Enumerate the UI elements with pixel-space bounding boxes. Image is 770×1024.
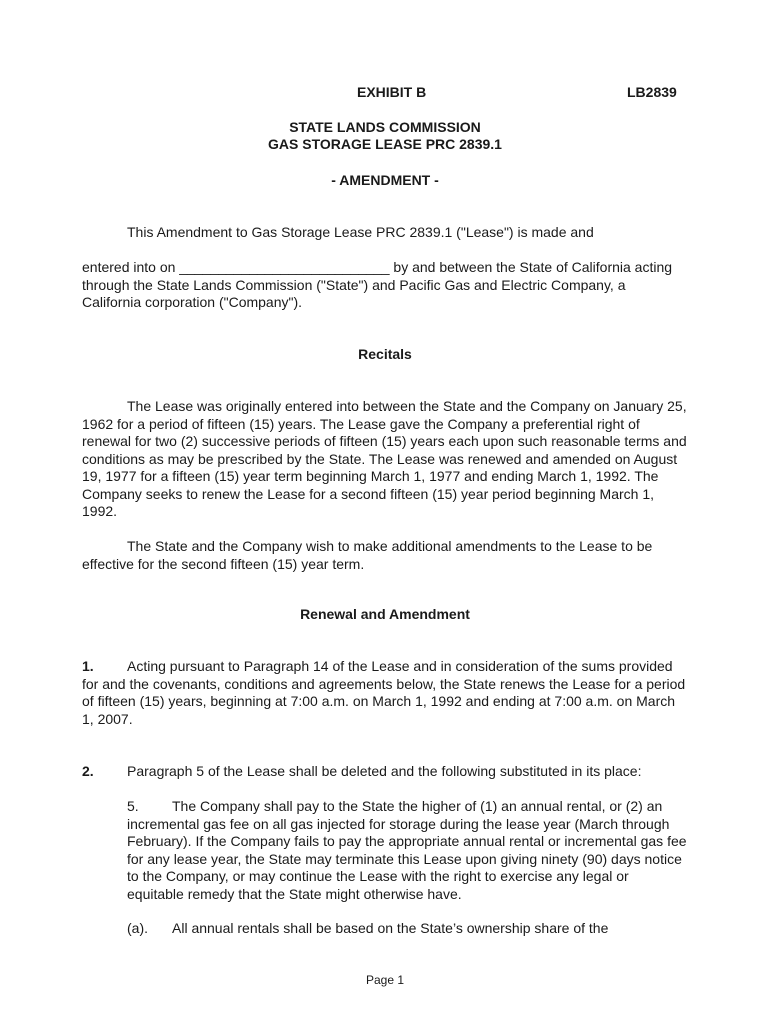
intro-line1: This Amendment to Gas Storage Lease PRC 2839.1 ("Lease") is made and	[127, 224, 594, 240]
item-1-text: Acting pursuant to Paragraph 14 of the Lease and in consideration of the sums provided for and the covenants, conditions and agreements below, the State renews the Lease for a period of fifteen (15) years, beginning at 7:00 a.m. on March 1, 1992 and ending at 7:00 a.m. on March 1, 2007.	[82, 658, 686, 727]
exhibit-label: EXHIBIT B	[357, 84, 427, 100]
recitals-paragraph-2: The State and the Company wish to make additional amendments to the Lease to be effective for the second fifteen (15) year term.	[82, 538, 653, 572]
item-2-number: 2.	[82, 763, 94, 779]
lease-title: GAS STORAGE LEASE PRC 2839.1	[268, 136, 502, 152]
amendment-title: - AMENDMENT -	[331, 172, 439, 188]
sub-item-5-text: The Company shall pay to the State the higher of (1) an annual rental, or (2) an incremental gas fee on all gas injected for storage during the lease year (March through February). If the Company fails to pay the appropriate annual rental or incremental gas fee for any lease year, the State may terminate this Lease upon giving ninety (90) days notice to the Company, or may continue the Lease with the right to exercise any legal or equitable remedy that the State might otherwise have.	[127, 798, 687, 902]
sub-item-a-text: All annual rentals shall be based on the State’s ownership share of the	[172, 920, 609, 936]
page-number: Page 1	[365, 973, 405, 987]
sub-item-a-number: (a).	[127, 920, 148, 936]
item-2-text: Paragraph 5 of the Lease shall be deleted and the following substituted in its place:	[127, 763, 642, 779]
item-1-number: 1.	[82, 658, 94, 674]
sub-item-5-number: 5.	[127, 798, 139, 814]
intro-paragraph: entered into on ___________________________ by and between the State of California acting through the State Lands Commission ("State") and Pacific Gas and Electric Company, a California corporation ("Company").	[82, 259, 673, 310]
lease-code: LB2839	[627, 84, 677, 100]
renewal-heading: Renewal and Amendment	[300, 606, 470, 622]
commission-title: STATE LANDS COMMISSION	[289, 119, 481, 135]
recitals-paragraph-1: The Lease was originally entered into between the State and the Company on January 25, 1962 for a period of fifteen (15) years. The Lease gave the Company a preferential right of renewal for two (2) successive periods of fifteen (15) years each upon such reasonable terms and conditions as may be prescribed by the State. The Lease was renewed and amended on August 19, 1977 for a fifteen (15) year term beginning March 1, 1977 and ending March 1, 1992. The Company seeks to renew the Lease for a second fifteen (15) year period beginning March 1, 1992.	[82, 398, 687, 519]
recitals-heading: Recitals	[358, 346, 412, 362]
